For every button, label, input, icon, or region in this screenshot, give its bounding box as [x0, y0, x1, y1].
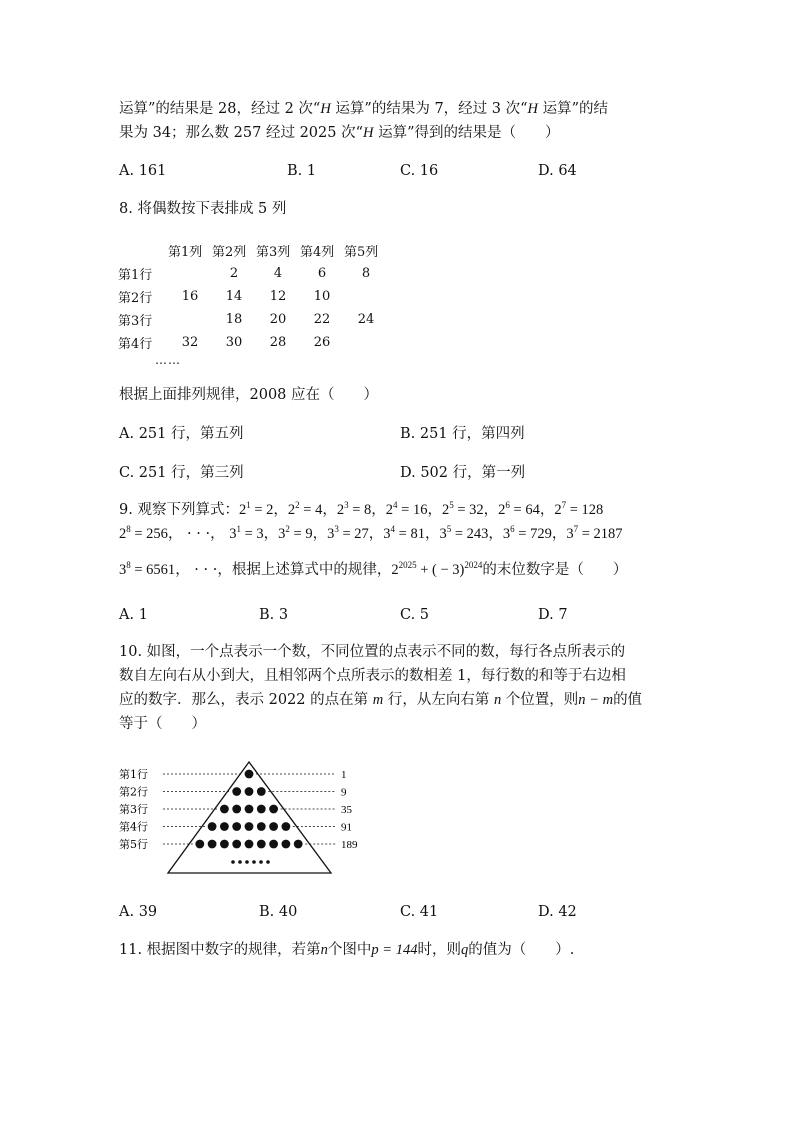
number-dot [232, 822, 241, 831]
equation-base: 2 [498, 502, 506, 518]
number-dot [220, 822, 229, 831]
equation-base: 3 [383, 526, 391, 542]
row-label: 第2行 [118, 291, 153, 306]
equation-base: 2 [385, 502, 394, 518]
q9-separator: ， [368, 526, 384, 542]
table-cell: 26 [313, 335, 331, 350]
equation-exponent: 3 [344, 500, 349, 510]
q9-expr-base: 2 [391, 562, 399, 578]
q11-part-b: 个图中 [327, 942, 372, 958]
number-dot [269, 805, 278, 814]
table-header-cell: 第3列 [256, 245, 291, 260]
equation-base: 2 [336, 502, 345, 518]
table-cell: 14 [225, 289, 243, 304]
equation-exponent: 7 [573, 524, 579, 534]
q10-line-1: 10. 如图，一个点表示一个数，不同位置的点表示不同的数，每行各点所表示的 [119, 644, 626, 660]
q7-line1-part-c: 运算”的结 [538, 101, 609, 117]
figure-row [119, 786, 347, 799]
q11-expression: p = 144 [371, 942, 418, 958]
equation-result: = 16 [397, 502, 428, 518]
table-cell: 6 [317, 266, 327, 281]
table-cell: 30 [225, 335, 243, 350]
q11-part-a: 11. 根据图中数字的规律，若第 [119, 942, 321, 958]
equation-result: = 3 [240, 526, 264, 542]
q9-separator: ， [263, 526, 279, 542]
q10-line-4: 等于（ ） [119, 716, 206, 732]
q9-option-a[interactable]: A. 1 [119, 607, 148, 623]
equation-exponent: 2 [285, 524, 290, 534]
table-ellipsis: …… [155, 353, 181, 367]
figure-row [119, 803, 353, 816]
row-sum: 1 [341, 769, 347, 781]
equation-result: = 729 [514, 526, 552, 542]
row-label: 第3行 [119, 803, 148, 816]
number-dot [245, 770, 254, 779]
figure-row [119, 838, 358, 851]
q7-option-a[interactable]: A. 161 [119, 163, 167, 179]
q9-separator: ， [312, 526, 328, 542]
equation-result: = 243 [451, 526, 489, 542]
q9-prefix: 9. 观察下列算式： [119, 502, 239, 518]
number-dot [269, 822, 278, 831]
table-header-cell: 第2列 [212, 245, 247, 260]
q9-option-b[interactable]: B. 3 [259, 607, 289, 623]
number-dot [195, 840, 204, 849]
triangle-outline [168, 762, 331, 873]
number-dot [257, 840, 266, 849]
q9-separator: ， [371, 502, 386, 518]
table-cell: 12 [269, 289, 287, 304]
q7-line1-part-a: 运算”的结果是 28，经过 2 次“ [119, 101, 321, 117]
q9-separator: ， [175, 562, 195, 578]
q7-line1-part-b: 运算”的结果为 7，经过 3 次“ [330, 101, 528, 117]
table-header-cell: 第1列 [168, 245, 203, 260]
equation-base: 2 [554, 502, 562, 518]
q9-text: ，根据上述算式中的规律， [217, 562, 392, 578]
row-sum: 91 [341, 821, 352, 834]
table-header-cell: 第5列 [344, 245, 379, 260]
table-cell: 10 [313, 289, 331, 304]
q7-option-d[interactable]: D. 64 [538, 163, 577, 179]
number-dot [208, 840, 217, 849]
equation-result: = 27 [338, 526, 369, 542]
q9-separator: ， [167, 526, 188, 542]
q9-separator: ， [322, 502, 337, 518]
equation-result: = 32 [453, 502, 484, 518]
equation-base: 3 [119, 562, 127, 578]
number-dot [282, 822, 291, 831]
equation-base: 3 [439, 526, 447, 542]
equation-base: 2 [119, 526, 127, 542]
row-sum: 9 [341, 786, 347, 799]
equation-result: = 8 [348, 502, 372, 518]
equation-result: = 128 [566, 502, 604, 518]
q9-expr-middle: + ( − 3) [416, 562, 465, 578]
equation-exponent: 4 [390, 524, 396, 534]
q10-expression: n − m [578, 692, 614, 708]
equation-result: = 256 [130, 526, 168, 542]
q11-n-symbol: n [320, 942, 328, 958]
equation-exponent: 2 [295, 500, 300, 510]
q8-option-d[interactable]: D. 502 行，第一列 [400, 465, 526, 481]
bottom-dots [231, 860, 270, 864]
q10-option-b[interactable]: B. 40 [259, 904, 298, 920]
equation-result: = 4 [299, 502, 323, 518]
equation-result: = 9 [289, 526, 313, 542]
equation-exponent: 8 [126, 560, 131, 570]
q7-line2-part-b: 运算”得到的结果是（ ） [373, 125, 560, 141]
table-cell: 2 [229, 266, 239, 281]
figure-row [119, 821, 352, 834]
number-dot [220, 840, 229, 849]
table-cell: 18 [225, 312, 243, 327]
q10-option-d[interactable]: D. 42 [538, 904, 577, 920]
q9-dots: · · · [194, 562, 218, 578]
row-label: 第3行 [118, 314, 153, 329]
equation-exponent: 1 [246, 500, 251, 510]
row-label: 第1行 [119, 768, 148, 781]
q9-tail: 的末位数字是（ ） [482, 562, 628, 578]
q9-separator: ， [483, 502, 499, 518]
equation-exponent: 6 [505, 500, 510, 510]
number-dot [245, 805, 254, 814]
equation-result: = 2187 [578, 526, 623, 542]
table-cell: 24 [357, 312, 375, 327]
q9-separator: ， [273, 502, 288, 518]
number-dot [257, 787, 266, 796]
number-dot [208, 822, 217, 831]
row-label: 第1行 [118, 268, 153, 283]
table-cell: 22 [313, 312, 331, 327]
row-label: 第2行 [119, 785, 148, 799]
q9-separator: ， [488, 526, 503, 542]
number-dot [257, 805, 266, 814]
number-dot [232, 805, 241, 814]
q11-q-symbol: q [460, 942, 469, 958]
q9-option-d[interactable]: D. 7 [538, 607, 568, 623]
q10-line3-part-a: 应的数字．那么，表示 2022 的点在第 [119, 692, 373, 708]
number-dot [257, 822, 266, 831]
q9-expr-exponent: 2024 [464, 560, 483, 570]
equation-exponent: 4 [393, 500, 398, 510]
row-label: 第4行 [118, 337, 153, 352]
equation-base: 2 [287, 502, 296, 518]
equation-result: = 81 [395, 526, 425, 542]
q10-option-c[interactable]: C. 41 [400, 904, 439, 920]
q9-expr-exponent: 2025 [398, 560, 417, 570]
q7-option-b[interactable]: B. 1 [287, 163, 317, 179]
q9-separator: ， [424, 526, 440, 542]
q7-line2-part-a: 果为 34；那么数 257 经过 2025 次“ [119, 125, 363, 141]
q10-line-2: 数自左向右从小到大，且相邻两个点所表示的数相差 1，每行数的和等于右边相 [119, 668, 626, 684]
number-dot [245, 840, 254, 849]
number-dot [245, 822, 254, 831]
q7-H-symbol: H [320, 101, 331, 117]
number-dot [294, 840, 303, 849]
equation-result: = 64 [509, 502, 540, 518]
q7-H-symbol: H [363, 125, 374, 141]
table-cell: 32 [181, 335, 199, 350]
row-sum: 189 [341, 839, 358, 851]
row-label: 第4行 [119, 820, 148, 834]
equation-exponent: 1 [236, 524, 241, 534]
table-cell: 28 [269, 335, 287, 350]
equation-base: 3 [229, 526, 237, 542]
q11-part-d: 的值为（ ）. [468, 942, 575, 958]
q10-n-symbol: n [493, 692, 502, 708]
equation-base: 3 [502, 526, 511, 542]
table-cell: 16 [181, 289, 199, 304]
q8-option-a[interactable]: A. 251 行，第五列 [119, 426, 244, 442]
table-cell: 20 [269, 312, 287, 327]
q10-line3-part-c: 个位置，则 [501, 692, 579, 708]
equation-base: 2 [238, 502, 247, 518]
q7-option-c[interactable]: C. 16 [400, 163, 439, 179]
equation-result: = 2 [250, 502, 274, 518]
number-dot [232, 840, 241, 849]
equation-result: = 6561 [130, 562, 176, 578]
q8-option-c[interactable]: C. 251 行，第三列 [119, 465, 244, 481]
number-dot [245, 787, 254, 796]
q9-separator: ， [551, 526, 567, 542]
equation-exponent: 5 [449, 500, 454, 510]
equation-exponent: 5 [446, 524, 452, 534]
equation-exponent: 8 [126, 524, 131, 534]
q9-separator: ， [210, 526, 230, 542]
q8-option-b[interactable]: B. 251 行，第四列 [400, 426, 525, 442]
equation-base: 3 [278, 526, 286, 542]
q9-separator: ， [427, 502, 442, 518]
table-cell: 4 [273, 266, 283, 281]
number-dot [232, 787, 241, 796]
equation-exponent: 7 [561, 500, 567, 510]
q8-question: 根据上面排列规律，2008 应在（ ） [119, 387, 379, 403]
number-dot [269, 840, 278, 849]
q10-option-a[interactable]: A. 39 [119, 904, 158, 920]
q7-H-symbol: H [527, 101, 539, 117]
number-dot [282, 840, 291, 849]
q9-dots: · · · [187, 526, 211, 542]
equation-exponent: 3 [334, 524, 339, 534]
q10-m-symbol: m [372, 692, 384, 708]
equation-base: 3 [327, 526, 335, 542]
figure-row [119, 768, 347, 781]
equation-base: 3 [566, 526, 574, 542]
q10-line3-part-b: 行，从左向右第 [383, 692, 494, 708]
q11-part-c: 时，则 [417, 942, 461, 958]
number-dot [220, 805, 229, 814]
q11-stem [119, 940, 574, 960]
table-header-cell: 第4列 [300, 245, 335, 260]
q9-option-c[interactable]: C. 5 [400, 607, 430, 623]
q9-separator: ， [539, 502, 555, 518]
table-cell: 8 [361, 266, 371, 281]
row-label: 第5行 [119, 838, 148, 851]
equation-exponent: 6 [510, 524, 515, 534]
equation-base: 2 [441, 502, 450, 518]
row-sum: 35 [341, 804, 352, 816]
q8-stem: 8. 将偶数按下表排成 5 列 [119, 201, 287, 217]
q10-line3-part-d: 的值 [613, 692, 643, 708]
